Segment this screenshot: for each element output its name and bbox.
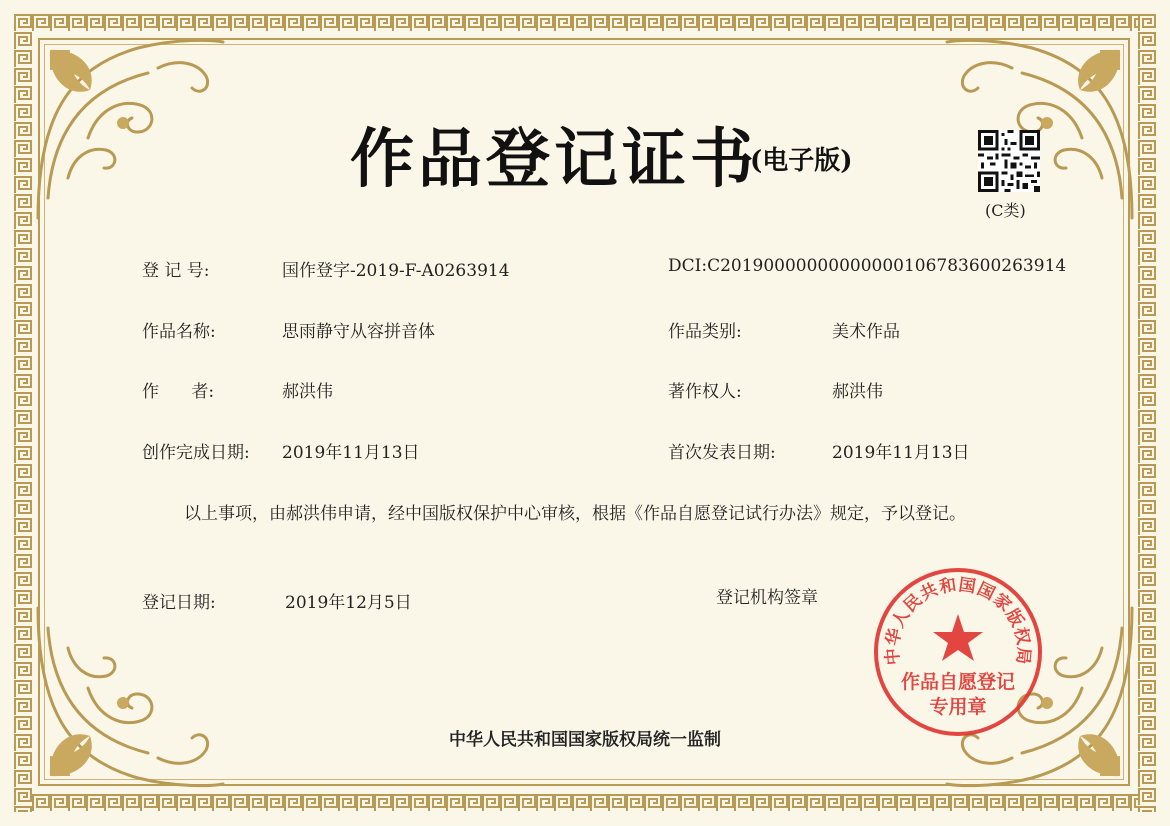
page-subtitle: (电子版) — [750, 146, 853, 176]
footer-issuer — [0, 725, 1170, 750]
owner-label: 著作权人: — [668, 382, 742, 402]
reg-no-label: 登 记 号: — [142, 261, 210, 281]
seal-outer-text: 中华人民共和国国家版权局 — [882, 575, 1034, 666]
corner-ornament-icon — [28, 28, 228, 228]
page-title: 作品登记证书 — [350, 122, 758, 197]
corner-ornament-icon — [942, 28, 1142, 228]
footer-issuer-text: 中华人民共和国国家版权局统一监制 — [449, 730, 721, 750]
reg-date-label: 登记日期: — [142, 593, 216, 613]
reg-no-value: 国作登字-2019-F-A0263914 — [282, 261, 510, 281]
corner-ornament-icon — [28, 598, 228, 798]
seal-line2: 专用章 — [929, 696, 987, 718]
category-value: 美术作品 — [832, 322, 900, 342]
work-name-label: 作品名称: — [142, 322, 216, 342]
qr-code-icon[interactable] — [978, 130, 1040, 192]
reg-date-value: 2019年12月5日 — [285, 593, 412, 613]
author-label: 作 者: — [142, 382, 215, 402]
work-name-value: 思雨静守从容拼音体 — [282, 322, 435, 342]
published-date-label: 首次发表日期: — [668, 443, 776, 463]
owner-value: 郝洪伟 — [832, 382, 883, 402]
class-label: (C类) — [985, 201, 1026, 220]
seal-line1: 作品自愿登记 — [900, 671, 1016, 693]
category-label: 作品类别: — [668, 322, 742, 342]
author-value: 郝洪伟 — [282, 382, 333, 402]
official-seal-icon — [872, 566, 1044, 738]
created-date-label: 创作完成日期: — [142, 443, 250, 463]
published-date-value: 2019年11月13日 — [832, 443, 970, 463]
created-date-value: 2019年11月13日 — [282, 443, 420, 463]
agency-seal-label: 登记机构签章 — [716, 588, 818, 608]
statement-paragraph: 以上事项，由郝洪伟申请，经中国版权保护中心审核，根据《作品自愿登记试行办法》规定，予以登记。 — [184, 504, 966, 524]
dci-code: DCI:C20190000000000000106783600263914 — [668, 256, 1067, 276]
